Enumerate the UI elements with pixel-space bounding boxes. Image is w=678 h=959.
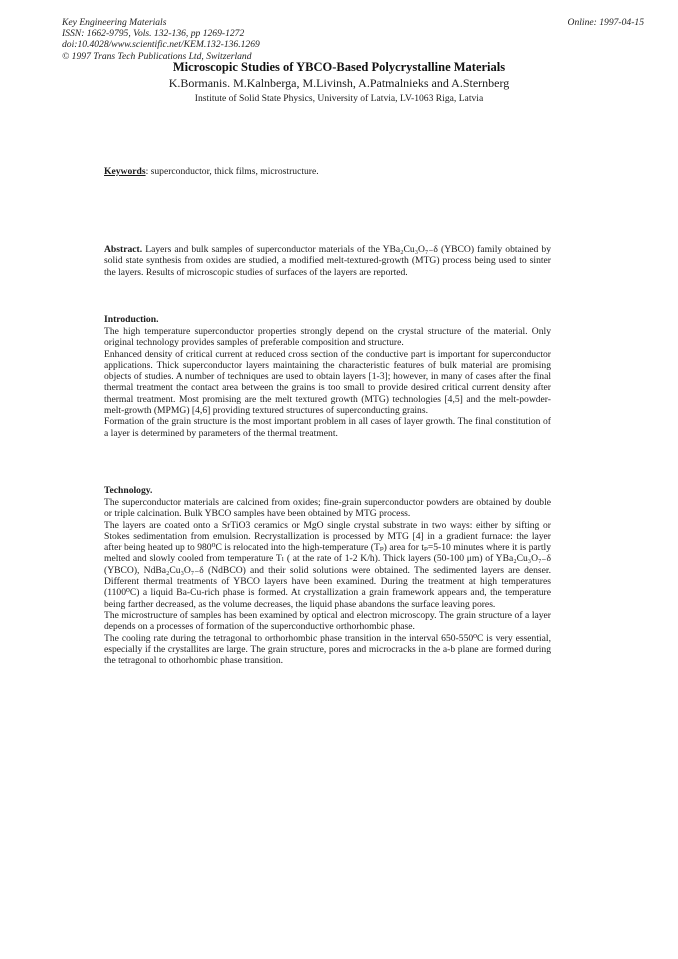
abstract-text: Layers and bulk samples of superconductor materials of the YBa₂Cu₃O₇₋δ (YBCO) family obtained by solid state synthesis from oxides are studied, a modified melt-textured-growth (MTG) process being used to sinter the layers. Results of microscopic studies of surfaces of the layers are reported. xyxy=(104,244,551,278)
issn-line: ISSN: 1662-9795, Vols. 132-136, pp 1269-1272 xyxy=(62,28,245,40)
introduction-body xyxy=(104,326,551,439)
technology-body xyxy=(104,497,551,666)
paragraph: The superconductor materials are calcined from oxides; fine-grain superconductor powders are obtained by double or triple calcination. Bulk YBCO samples have been obtained by MTG process. xyxy=(104,497,551,520)
author-list: K.Bormanis. M.Kalnberga, M.Livinsh, A.Patmalnieks and A.Sternberg xyxy=(168,76,510,90)
paragraph: The microstructure of samples has been examined by optical and electron microscopy. The grain structure of a layer depends on a processes of formation of the superconductive orthorhombic phase. xyxy=(104,609,551,633)
keywords-label: Keywords xyxy=(104,166,146,177)
technology-heading: Technology. xyxy=(104,485,153,496)
paragraph: The layers are coated onto a SrTiO3 ceramics or MgO single crystal substrate in two ways: either by sifting or Stokes sedimentation from emulsion. Recrystallization is processed by MTG [4] in a gradient furnace: the layer after being heated up to 980⁰C is relocated into the high-temperature (Tₚ) area for tₚ=5-10 minutes where it is partly melted and slowly cooled from temperature Tₗ ( at the rate of 1-2 K/h). Thick layers (50-100 μm) of YBa₂Cu₃O₇₋δ (YBCO), NdBa₂Cu₃O₇₋δ (NdBCO) and their solid solutions were obtained. The sedimented layers are denser. Different thermal treatments of YBCO layers have been examined. During the treatment at high temperatures (1100⁰C) a liquid Ba-Cu-rich phase is formed. At crystallization a grain framework appears and, the temperature being farther decreased, as the volume decreases, the liquid phase abandons the surface leaving pores. xyxy=(104,519,551,610)
online-date: Online: 1997-04-15 xyxy=(567,17,644,28)
keywords-text: : superconductor, thick films, microstructure. xyxy=(145,166,319,177)
journal-name: Key Engineering Materials xyxy=(62,17,167,28)
copyright-line: © 1997 Trans Tech Publications Ltd, Switzerland xyxy=(62,50,252,62)
paragraph: Formation of the grain structure is the most important problem in all cases of layer growth. The final constitution of a layer is determined by parameters of the thermal treatment. xyxy=(104,416,551,439)
introduction-heading: Introduction. xyxy=(104,314,159,325)
paragraph: Enhanced density of critical current at reduced cross section of the conductive part is important for superconductor applications. Thick superconductor layers maintaining the characteristic features of bulk material are promising objects of studies. A number of techniques are used to obtain layers [1-3]; however, in many of cases after the final thermal treatment the contact area between the grains is too small to provide desired critical current density after thermal treatment. Most promising are the melt textured growth (MTG) technologies [4,5] and the melt-powder-melt-growth (MPMG) [4,6] providing textured structures of superconducting grains. xyxy=(104,348,551,417)
abstract-label: Abstract. xyxy=(104,244,143,255)
paragraph: The cooling rate during the tetragonal to orthorhombic phase transition in the interval 650-550⁰C is very essential, especially if the crystallites are large. The grain structure, pores and microcracks in the a-b plane are formed during the tetragonal to othorhombic phase transition. xyxy=(104,632,551,667)
paper-title: Microscopic Studies of YBCO-Based Polycrystalline Materials xyxy=(172,60,506,74)
abstract xyxy=(104,244,551,278)
affiliation: Institute of Solid State Physics, University of Latvia, LV-1063 Riga, Latvia xyxy=(194,93,484,104)
paragraph: The high temperature superconductor properties strongly depend on the crystal structure of the material. Only original technology provides samples of preferable composition and structure. xyxy=(104,326,551,349)
doi-line: doi:10.4028/www.scientific.net/KEM.132-136.1269 xyxy=(62,39,260,51)
keywords xyxy=(104,166,319,177)
publication-info xyxy=(62,17,260,62)
